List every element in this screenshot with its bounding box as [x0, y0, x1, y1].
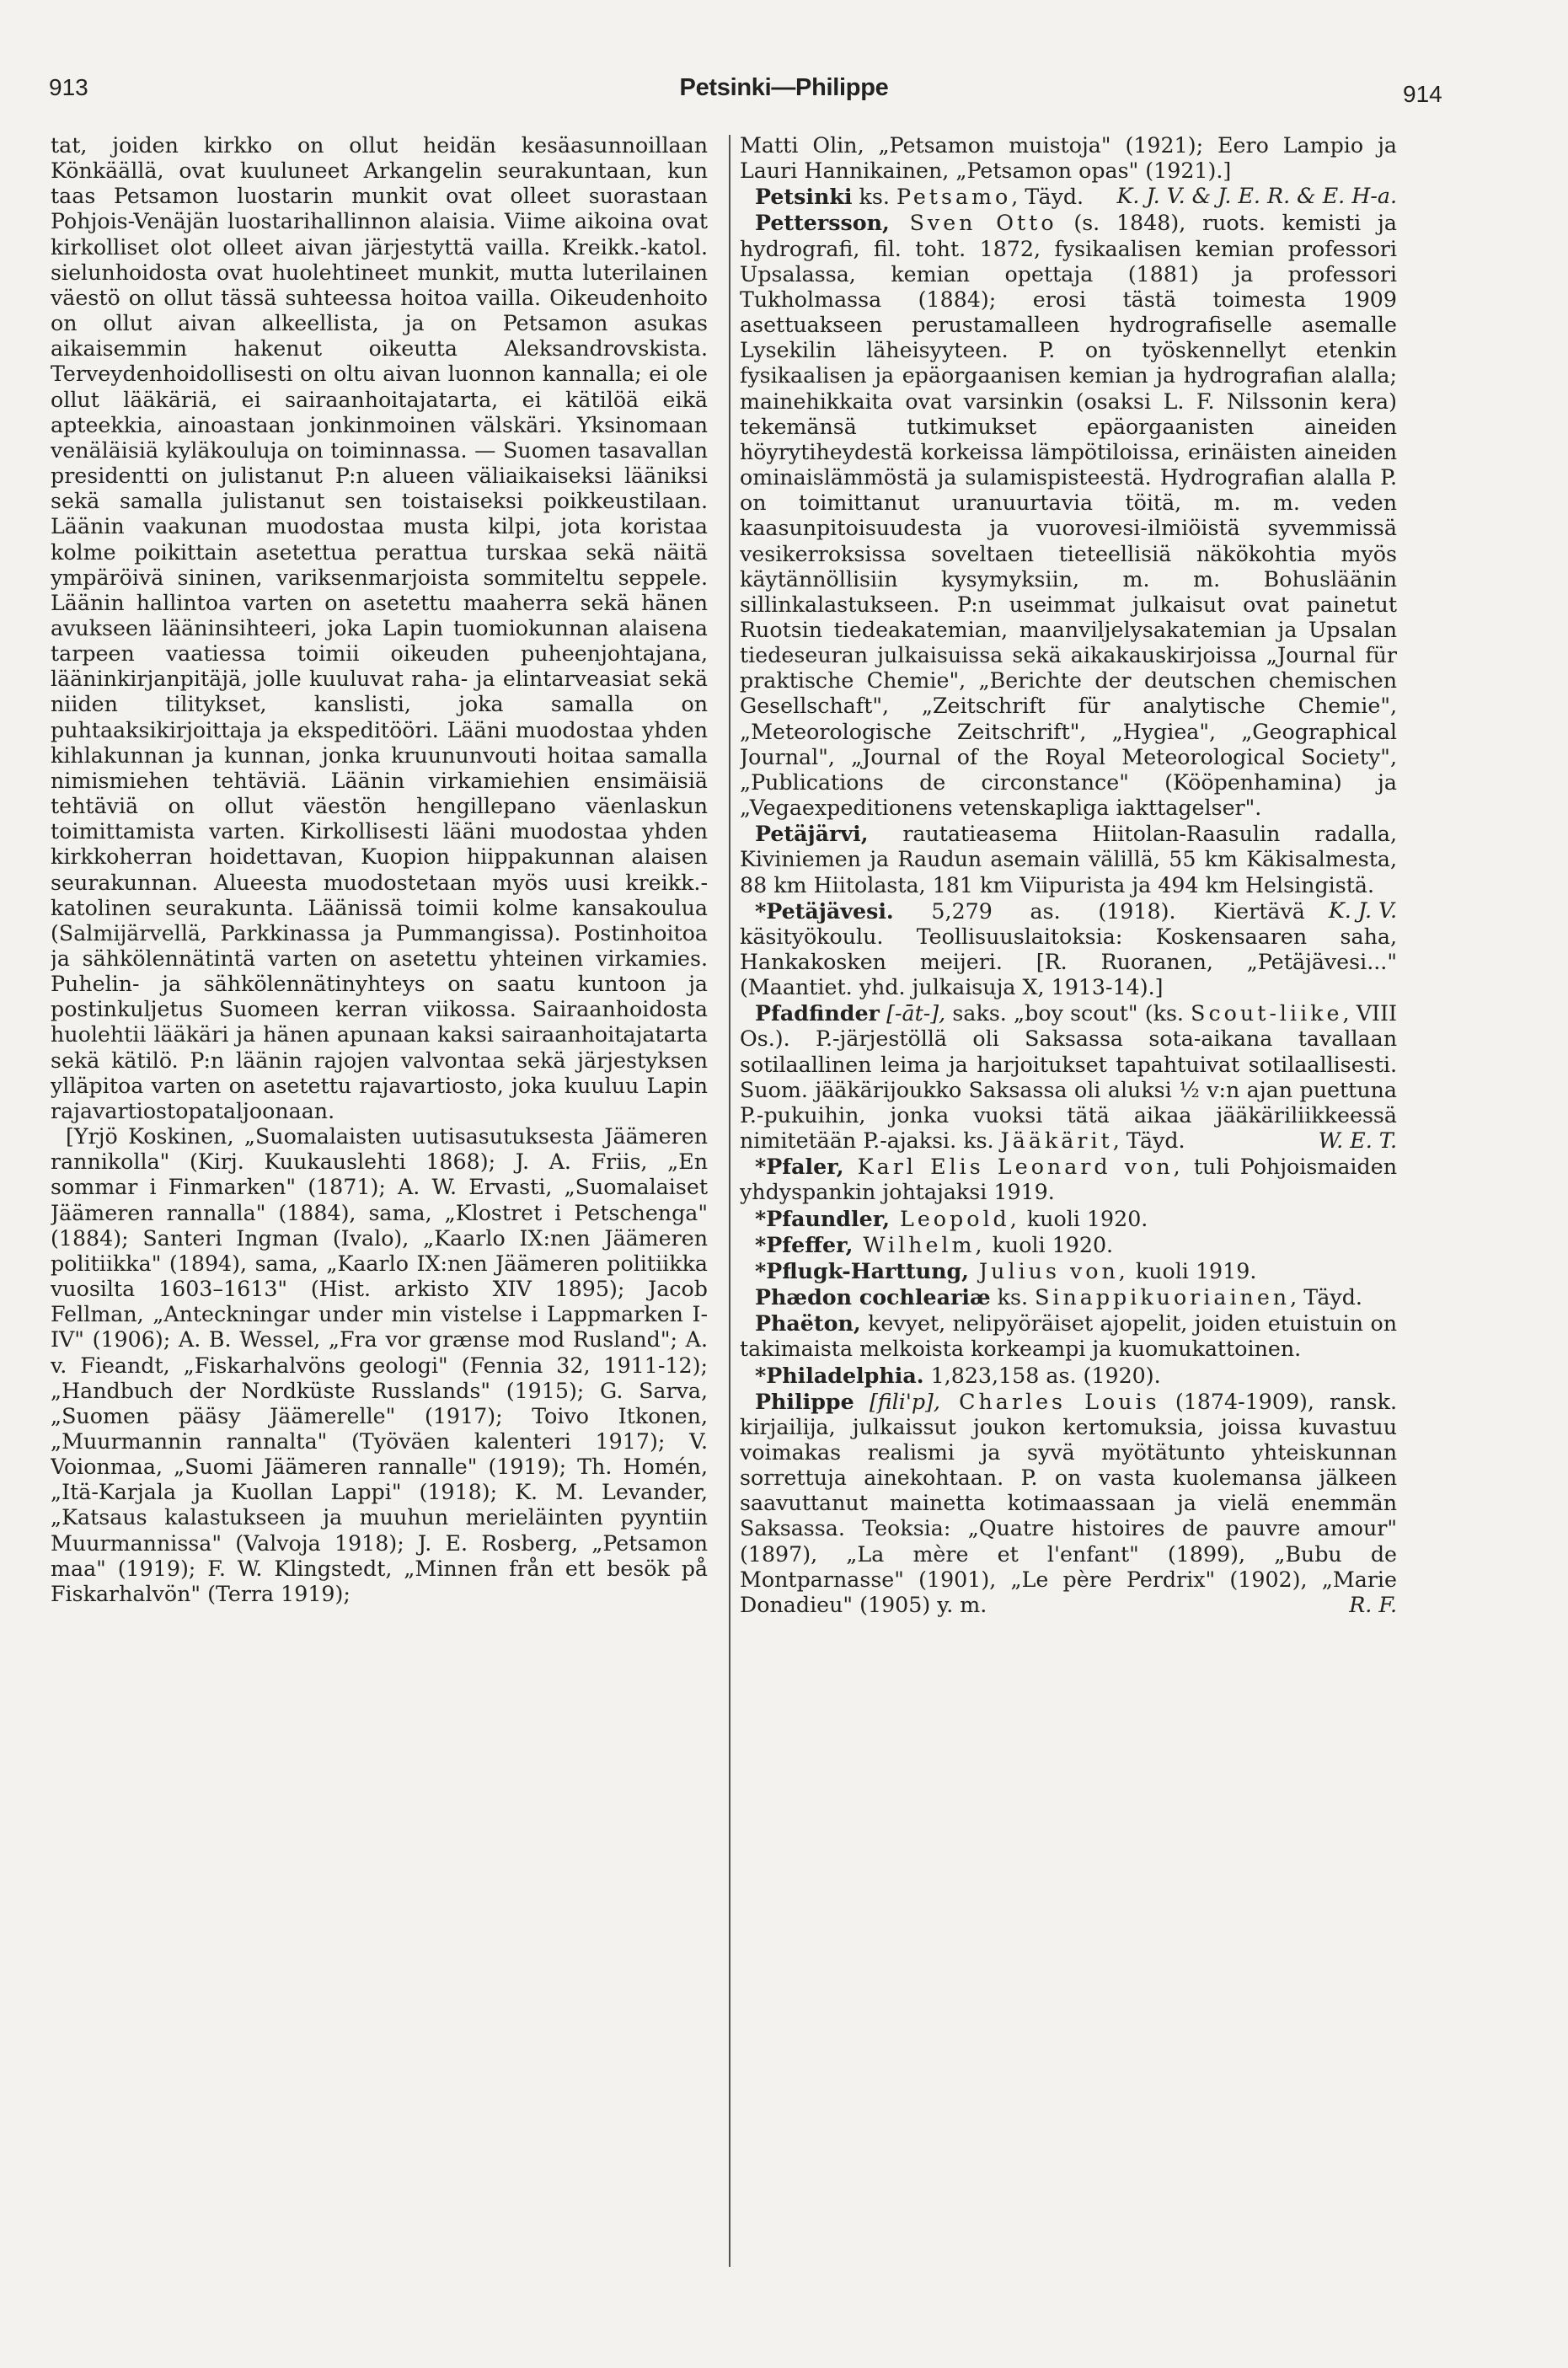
entry-philippe: Philippe [fili'p], Charles Louis (1874-1909), ransk. kirjailija, julkaissut joukon kertomuksia, joissa kuvastuu voimakas realismi ja syvä myötätunto yhteiskunnan sorrettuja ainekohtaan. P. on vasta kuolemansa jälkeen saavuttanut mainetta kotimaassaan ja vielä enemmän Saksassa. Teoksia: „Quatre histoires de pauvre amour" (1897), „La mère et l'enfant" (1899), „Bubu de Montparnasse" (1901), „Le père Perdrix" (1902), „Marie Donadieu" (1905) y. m. R. F.	[740, 1388, 1397, 1617]
entry-pfaler: *Pfaler, Karl Elis Leonard von, tuli Pohjoismaiden yhdyspankin johtajaksi 1919.	[740, 1154, 1397, 1205]
entry-petajavesi: *Petäjävesi. 5,279 as. (1918). Kiertävä käsityökoulu. Teollisuuslaitoksia: Koskensaaren saha, Hankakosken meijeri. [R. Ruoranen, „Petäjävesi..." (Maantiet. yhd. julkaisuja X, 1913-14).]	[740, 897, 1397, 1000]
page-header	[0, 74, 1568, 116]
entry-pfadfinder: Pfadfinder [-āt-], saks. „boy scout" (ks. Scout-liike, VIII Os.). P.-järjestöllä oli Saksassa sota-aikana tavallaan sotilaallinen leima ja harjoitukset tapahtuivat sotilaallisesti. Suom. jääkärijoukko Saksassa oli aluksi ½ v:n ajan puettuna P.-pukuihin, jonka vuoksi tätä aikaa jääkäriliikkeessä nimitetään P.-ajaksi. ks. Jääkärit, Täyd. W. E. T.	[740, 1000, 1397, 1154]
page-number-left: 913	[49, 74, 88, 100]
entry-philadelphia: *Philadelphia. 1,823,158 as. (1920).	[755, 1362, 1161, 1388]
entry-pflugk-harttung: *Pflugk-Harttung, Julius von, kuoli 1919.	[755, 1257, 1257, 1283]
paragraph: tat, joiden kirkko on ollut heidän kesäasunnoillaan Könkäällä, ovat kuuluneet Arkangelin seurakuntaan, kun taas Petsamon luostarin munkit ovat olleet suorastaan Pohjois-Venäjän luostarihallinnon alaisia. Viime aikoina ovat kirkolliset olot olleet aivan järjestyttä vailla. Kreikk.-katol. sielunhoidosta ovat huolehtineet munkit, mutta luterilainen väestö on ollut tässä suhteessa hoitoa vailla. Oikeudenhoito on ollut aivan alkeellista, ja on Petsamon asukas aikaisemmin hakenut oikeutta Aleksandrovskista. Terveydenhoidollisesti on oltu aivan luonnon kannalla; ei ole ollut lääkäriä, ei sairaanhoitajatarta, ei kätilöä eikä apteekkia, ainoastaan jonkinmoinen välskäri. Yksinomaan venäläisiä kyläkouluja on toiminnassa. — Suomen tasavallan presidentti on julistanut P:n alueen väliaikaiseksi lääniksi sekä samalla julistanut sen toistaiseksi poikkeustilaan. Läänin vaakunan muodostaa musta kilpi, jota koristaa kolme poikittain asetettua perattua turskaa sekä näitä ympäröivä sininen, variksenmarjoista sommiteltu seppele. Läänin hallintoa varten on asetettu maaherra sekä hänen avukseen lääninsihteeri, joka Lapin tuomiokunnan alaisena tarpeen vaatiessa toimii oikeuden puheenjohtajana, lääninkirjanpitäjä, jolle kuuluvat raha- ja elintarveasiat sekä niiden tilitykset, kanslisti, joka samalla on puhtaaksikirjoittaja ja ekspeditööri. Lääni muodostaa yhden kihlakunnan ja kunnan, jonka kruununvouti hoitaa samalla nimismiehen tehtäviä. Läänin virkamiehien ensimäisiä tehtäviä on ollut väestön hengillepano väenlaskun toimittamista varten. Kirkollisesti lääni muodostaa yhden kirkkoherran hoidettavan, Kuopion hiippakunnan alaisen seurakunnan. Alueesta muodostetaan myös uusi kreikk.-katolinen seurakunta. Läänissä toimii kolme kansakoulua (Salmijärvellä, Parkkinassa ja Pummangissa). Postinhoitoa ja sähkölennätintä varten on asetettu yhteinen virkamies. Puhelin- ja sähkölennätinyhteys on saatu kuntoon ja postinkuljetus Suomeen kerran viikossa. Sairaanhoidosta huolehtii lääkäri ja hänen apunaan kaksi sairaanhoitajatarta sekä kätilö. P:n läänin rajojen valvontaa sekä järjestyksen ylläpitoa varten on asetettu rajavartiosto, joka kuuluu Lapin rajavartiostopataljoonaan.	[51, 133, 708, 1123]
entry-pettersson: Pettersson, Sven Otto (s. 1848), ruots. kemisti ja hydrografi, fil. toht. 1872, fysikaalisen kemian professori Upsalassa, kemian opettaja (1881) ja professori Tukholmassa (1884); erosi tästä toimesta 1909 asettuakseen perustamalleen hydrografiselle asemalle Lysekilin läheisyyteen. P. on työskennellyt etenkin fysikaalisen ja epäorgaanisen kemian ja hydrografian alalla; mainehikkaita ovat varsinkin (osaksi L. F. Nilssonin kera) tekemänsä tutkimukset epäorgaanisten aineiden höyrytiheydestä korkeissa lämpötiloissa, erinäisten aineiden ominaislämmöstä ja sulamispisteestä. Hydrografian alalla P. on toimittanut uranuurtavia töitä, m. m. veden kaasunpitoisuudesta ja vuorovesi-ilmiöistä syvemmissä vesikerroksissa soveltaen tieteellisiä näkökohtia myös käytännöllisiin kysymyksiin, m. m. Bohusläänin sillinkalastukseen. P:n useimmat julkaisut ovat painetut Ruotsin tiedeakatemian, maanviljelysakatemian ja Upsalan tiedeseuran julkaisuissa sekä aikakauskirjoissa „Journal für praktische Chemie", „Berichte der deutschen chemischen Gesellschaft", „Zeitschrift für analytische Chemie", „Meteorologische Zeitschrift", „Hygiea", „Geographical Journal", „Journal of the Royal Meteorological Society", „Publications de circonstance" (Kööpenhamina) ja „Vegaexpeditionens vetenskapliga iakttagelser".	[740, 210, 1397, 821]
left-column	[51, 133, 708, 2290]
running-head: Petsinki—Philippe	[679, 74, 889, 101]
right-column	[740, 133, 1397, 2290]
entry-phaeton: Phaëton, kevyet, nelipyöräiset ajopelit, joiden etuistuin on takimaista melkoista korkeampi ja kuomukattoinen.	[740, 1310, 1397, 1362]
signature: K. J. V. & J. E. R. & E. H-a.	[1116, 184, 1397, 209]
entry-petajarvi: Petäjärvi, rautatieasema Hiitolan-Raasulin radalla, Kiviniemen ja Raudun asemain välillä, 55 km Käkisalmesta, 88 km Hiitolasta, 181 km Viipurista ja 494 km Helsingistä. K. J. V.	[740, 821, 1397, 923]
entry-petsinki: Petsinki ks. Petsamo, Täyd.	[755, 184, 1084, 210]
bibliography: [Yrjö Koskinen, „Suomalaisten uutisasutuksesta Jäämeren rannikolla" (Kirj. Kuukauslehti 1868); J. A. Friis, „En sommar i Finmarken" (1871); A. W. Ervasti, „Suomalaiset Jäämeren rannalla" (1884), sama, „Klostret i Petschenga" (1884); Santeri Ingman (Ivalo), „Kaarlo IX:nen Jäämeren politiikka" (1894), sama, „Kaarlo IX:nen Jäämeren politiikka vuosilta 1603–1613" (Hist. arkisto XIV 1895); Jacob Fellman, „Anteckningar under min vistelse i Lappmarken I-IV" (1906); A. B. Wessel, „Fra vor grænse mod Rusland"; A. v. Fieandt, „Fiskarhalvöns geologi" (Fennia 32, 1911-12); „Handbuch der Nordküste Russlands" (1915); G. Sarva, „Suomen pääsy Jäämerelle" (1917); Toivo Itkonen, „Muurmannin rannalta" (Työväen kalenteri 1917); V. Voionmaa, „Suomi Jäämeren rannalle" (1919); Th. Homén, „Itä-Karjala ja Kuollan Lappi" (1918); K. M. Levander, „Katsaus kalastukseen ja muuhun merieläinten pyyntiin Muurmannissa" (Valvoja 1918); J. E. Rosberg, „Petsamon maa" (1919); F. W. Klingstedt, „Minnen från ett besök på Fiskarhalvön" (Terra 1919);	[51, 1124, 708, 1606]
entry-pfeffer: *Pfeffer, Wilhelm, kuoli 1920.	[755, 1231, 1114, 1257]
entry-pfaundler: *Pfaundler, Leopold, kuoli 1920.	[755, 1205, 1148, 1231]
bibliography-continued: Matti Olin, „Petsamon muistoja" (1921); Eero Lampio ja Lauri Hannikainen, „Petsamon opas" (1921).] K. J. V. & J. E. R. & E. H-a.	[740, 133, 1397, 209]
page-number-right: 914	[1403, 81, 1442, 107]
entry-phaedon: Phædon cochleariæ ks. Sinappikuoriainen, Täyd.	[755, 1284, 1362, 1310]
column-divider	[729, 135, 730, 2267]
